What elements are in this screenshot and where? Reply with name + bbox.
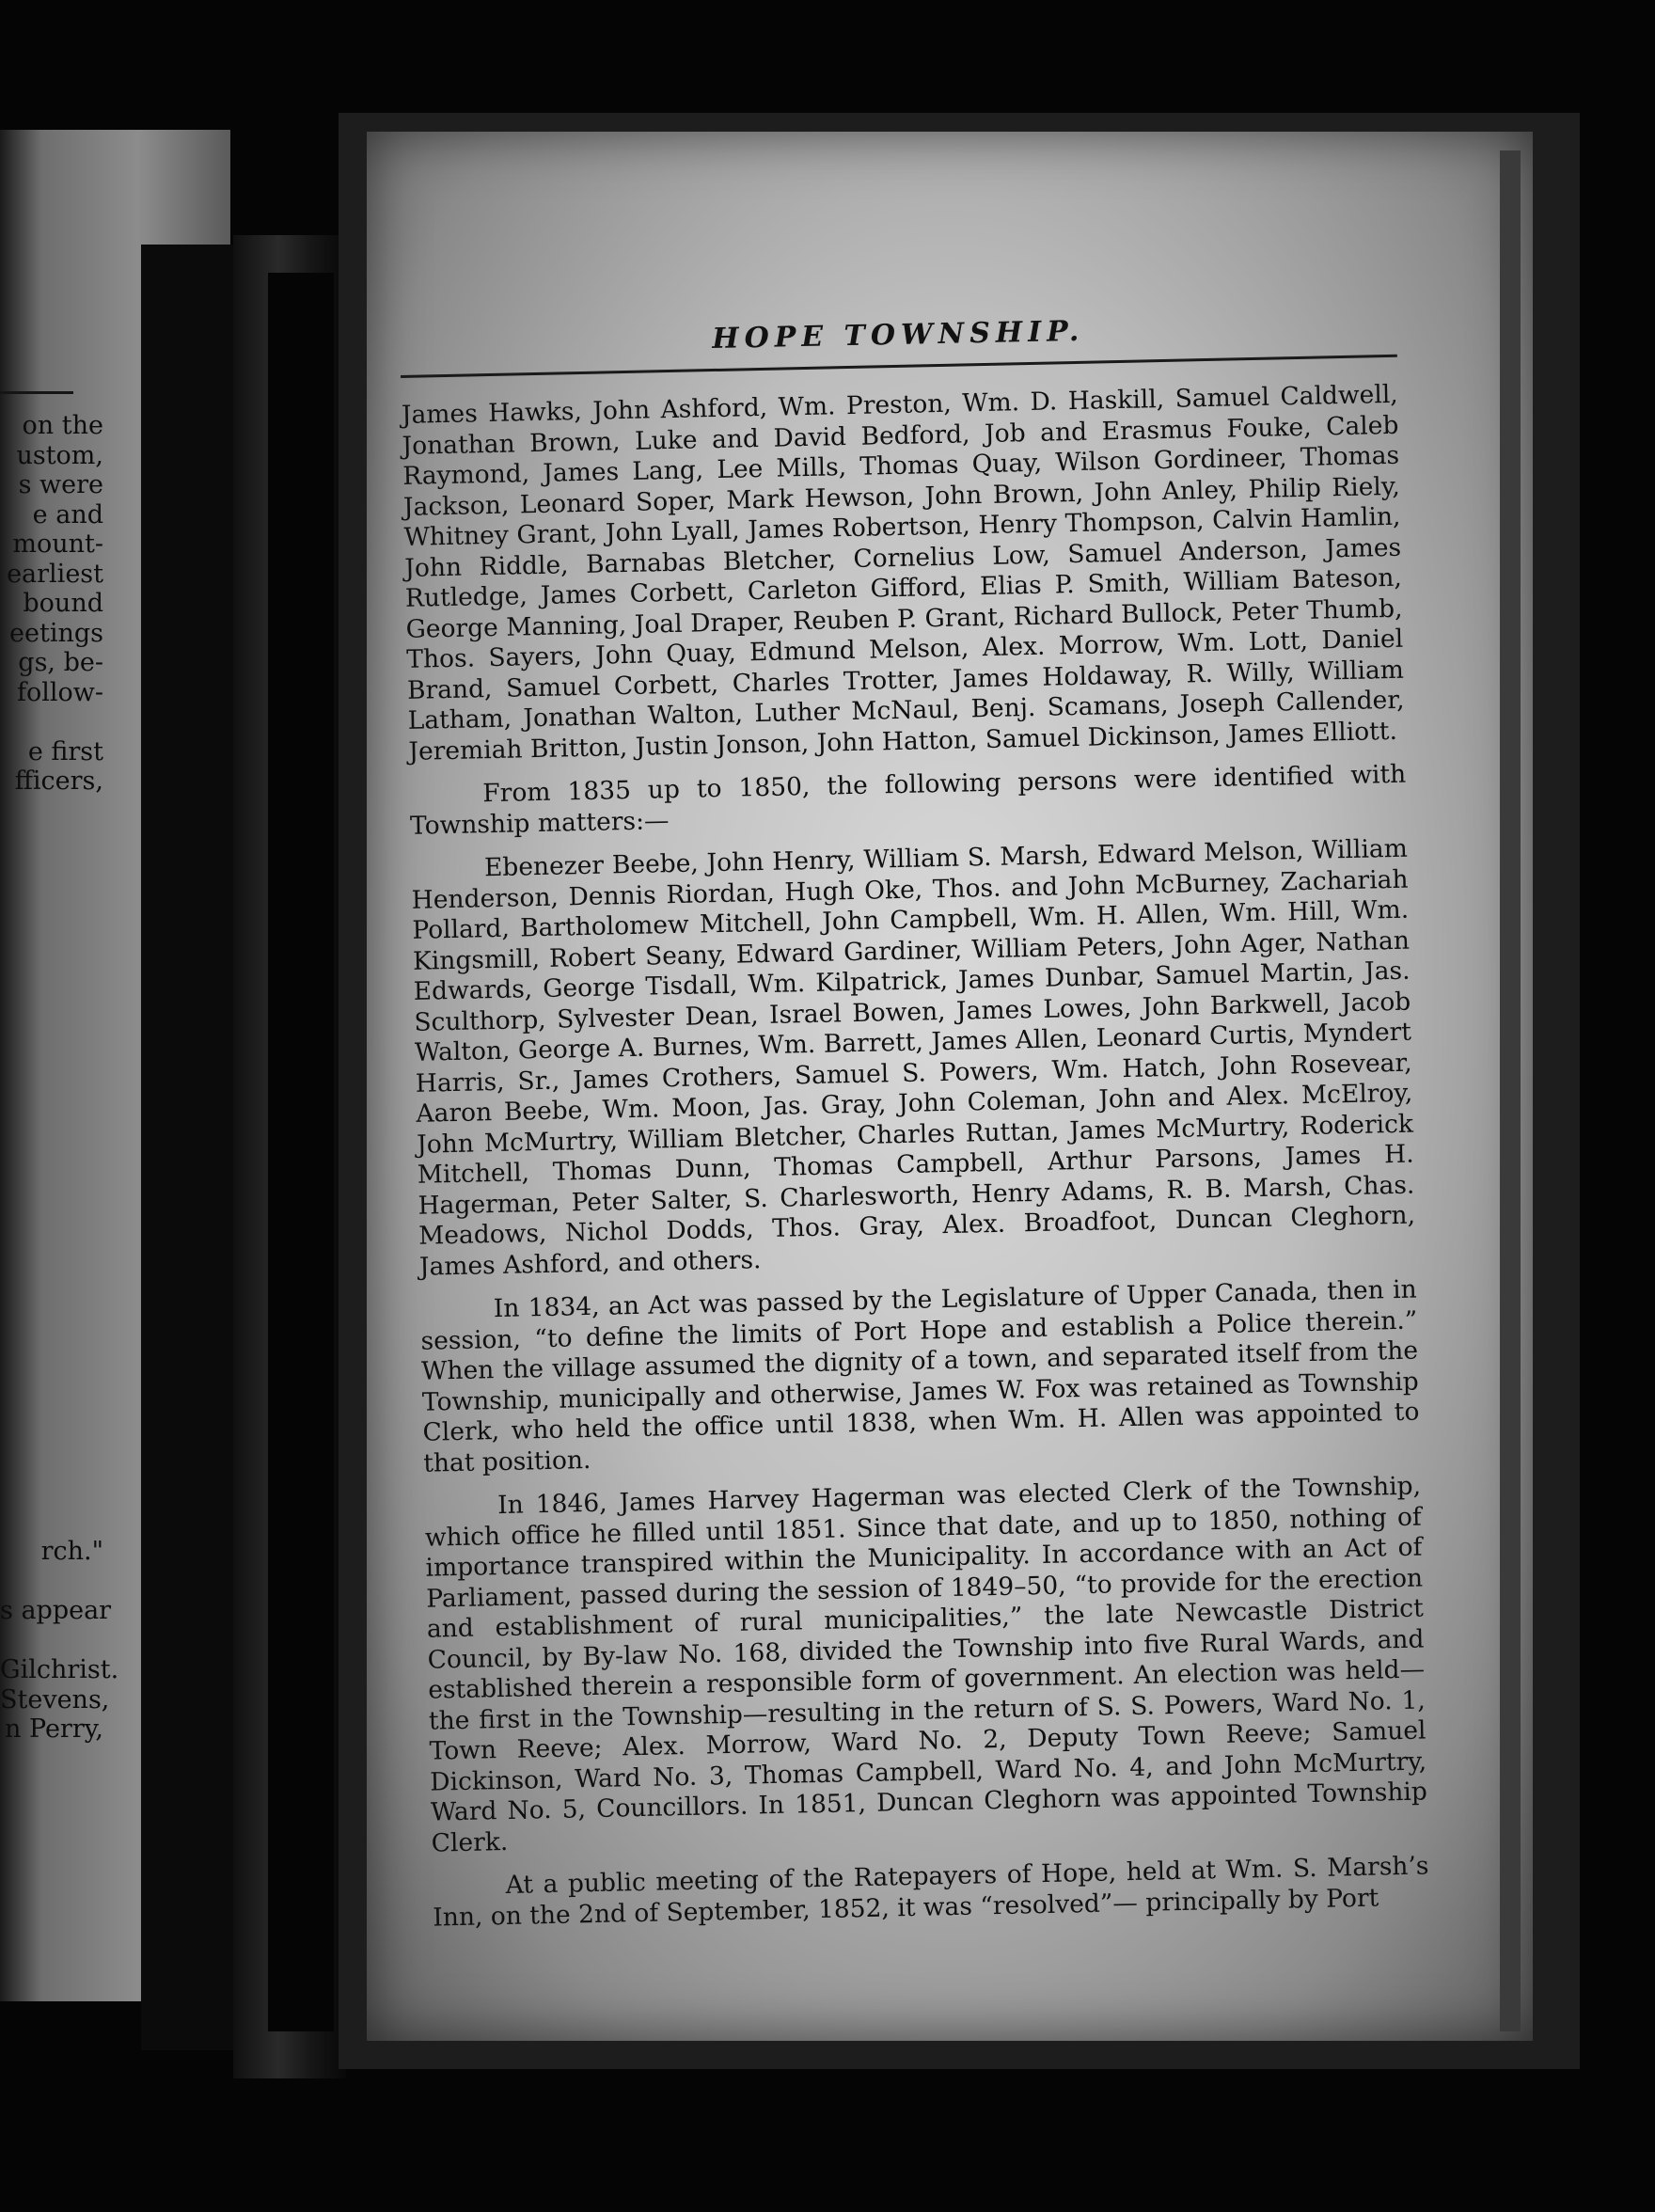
left-page-line: Gilchrist. (0, 1655, 119, 1684)
left-page-line: ustom, (16, 440, 103, 470)
left-page-line: on the (22, 411, 103, 440)
paragraph-names-list: Ebenezer Beebe, John Henry, William S. Marsh, Edward Melson, William Henderson, Dennis Riordan, Hugh Oke, Thos. and John McBurney, Zachariah Pollard, Bartholomew Mitchell, John Campbell, Wm. H. Allen, Wm. Hill, Wm. Kingsmill, Robert Seany, Edward Gardiner, William Peters, John Ager, Nathan Edwards, George Tisdall, Wm. Kilpatrick, James Dunbar, Samuel Martin, Jas. Sculthorp, Sylvester Dean, Israel Bowen, James Lowes, John Barkwell, Jacob Walton, George A. Burnes, Wm. Barrett, James Allen, Leonard Curtis, Myndert Harris, Sr., James Crothers, Samuel S. Powers, Wm. Hatch, John Rosevear, Aaron Beebe, Wm. Moon, Jas. Gray, John Coleman, John and Alex. McElroy, John McMurtry, William Bletcher, Charles Ruttan, James McMurtry, Roderick Mitchell, Thomas Dunn, Thomas Campbell, Arthur Parsons, James H. Hagerman, Peter Salter, S. Charlesworth, Henry Adams, R. B. Marsh, Chas. Meadows, Nichol Dodds, Thos. Gray, Alex. Broadfoot, Duncan Cleghorn, James Ashford, and others. (411, 833, 1416, 1282)
left-page-line: e first (27, 736, 103, 766)
left-page-line: mount- (12, 529, 103, 559)
left-page-line: e and (32, 499, 103, 529)
left-page-rule (0, 391, 73, 394)
left-page-line: bound (23, 589, 103, 618)
left-page-line: earliest (7, 559, 103, 589)
book-spine-shadow (141, 245, 244, 2050)
book-spine-gutter (268, 273, 334, 2031)
left-page-line: n Perry, (5, 1714, 103, 1744)
left-page-line: s were (18, 470, 103, 499)
left-page-line: s appear (0, 1596, 112, 1625)
paragraph-1835-1850: From 1835 up to 1850, the following persons were identified with Township matters:— (409, 759, 1407, 841)
left-page-line: fficers, (14, 766, 103, 796)
paragraph-names-continued: James Hawks, John Ashford, Wm. Preston, Wm. D. Haskill, Samuel Caldwell, Jonathan Brown, Luke and David Bedford, Job and Erasmus Fouke, Caleb Raymond, James Lang, Lee Mills, Thomas Quay, Wilson Gordineer, Thomas Jackson, Leonard Soper, Mark Hewson, John Brown, John Anley, Philip Riely, Whitney Grant, John Lyall, James Robertson, Henry Thompson, Calvin Hamlin, John Riddle, Barnabas Bletcher, Cornelius Low, Samuel Anderson, James Rutledge, James Corbett, Carleton Gifford, Elias P. Smith, William Bateson, George Manning, Joal Draper, Reuben P. Grant, Richard Bullock, Peter Thumb, Thos. Sayers, John Quay, Edmund Melson, Alex. Morrow, Wm. Lott, Daniel Brand, Samuel Corbett, Charles Trotter, James Holdaway, R. Willy, William Latham, Jonathan Walton, Luther McNaul, Benj. Scamans, Joseph Callender, Jeremiah Britton, Justin Jonson, John Hatton, Samuel Dickinson, James Elliott. (401, 379, 1405, 766)
running-head: HOPE TOWNSHIP. (711, 314, 1085, 356)
paragraph-1846-clerk: In 1846, James Harvey Hagerman was elected Clerk of the Township, which office he filled until 1851. Since that date, and up to 1850, nothing of importance transpired within the Municipality. In accordance with an Act of Parliament, passed during the session of 1849–50, “to provide for the erection and establishment of rural municipalities,” the late Newcastle District Council, by By-law No. 168, divided the Township into five Rural Wards, and established therein a responsible form of government. An election was held—the first in the Township—resulting in the return of S. S. Powers, Ward No. 1, Town Reeve; Alex. Morrow, Ward No. 2, Deputy Town Reeve; Samuel Dickinson, Ward No. 3, Thomas Campbell, Ward No. 4, and John McMurtry, Ward No. 5, Councillors. In 1851, Duncan Cleghorn was appointed Township Clerk. (424, 1471, 1428, 1858)
paragraph-1834-act: In 1834, an Act was passed by the Legislature of Upper Canada, then in session, “to define the limits of Port Hope and establish a Police therein.” When the village assumed the dignity of a town, and separated itself from the Township, municipally and otherwise, James W. Fox was retained as Township Clerk, who held the office until 1838, when Wm. H. Allen was appointed to that position. (420, 1274, 1420, 1478)
left-page-line: follow- (16, 677, 103, 707)
right-page-edge (1500, 150, 1521, 2031)
left-page-line: gs, be- (18, 648, 103, 677)
left-page-line: Stevens, (0, 1684, 110, 1714)
left-page-line: eetings (9, 618, 103, 648)
page-text-block (400, 308, 1430, 1947)
paragraph-public-meeting: At a public meeting of the Ratepayers of Hope, held at Wm. S. Marsh’s Inn, on the 2nd of September, 1852, it was “resolved”— principally by Port (433, 1851, 1429, 1933)
left-page-line: rch." (40, 1537, 103, 1566)
